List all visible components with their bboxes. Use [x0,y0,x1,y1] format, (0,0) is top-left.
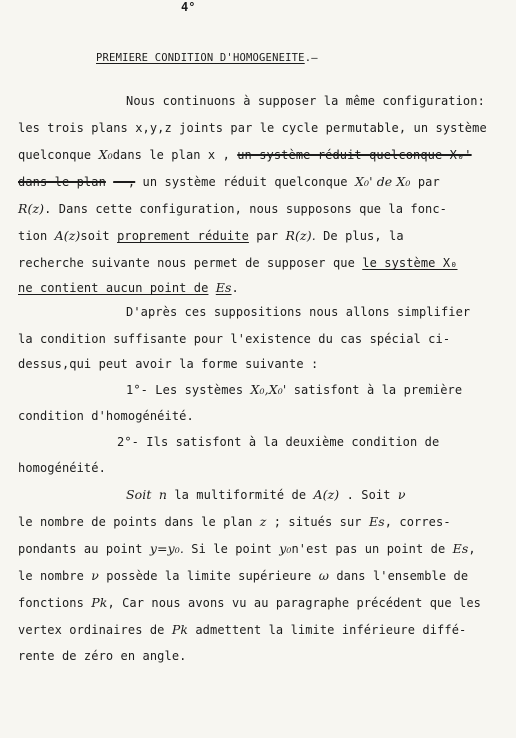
text-span: homogénéité. [18,461,106,475]
text-span: la multiformité de [174,488,307,502]
handwritten-symbol: A(z) [54,228,81,243]
struck-text: — , [113,175,136,189]
text-line [18,358,506,370]
struck-text: un système réduit quelconque X₀' [237,148,472,162]
text-span: la condition suffisante pour l'existence du cas spécial ci- [18,332,451,346]
handwritten-symbol: ν [91,568,99,583]
text-span: vertex ordinaires de [18,623,165,637]
handwritten-symbol: R(z). [285,228,316,243]
page-number: 4° [181,0,196,14]
text-line [18,203,506,216]
text-line [18,176,506,189]
text-span: pondants au point [18,542,143,556]
handwritten-symbol: Pk [171,622,189,637]
handwritten-symbol: ν [397,487,406,502]
text-line [18,149,506,162]
text-line [18,282,506,295]
text-span: Si le point [191,542,272,556]
text-line [18,462,506,474]
text-span: . Soit [346,488,391,502]
text-line [126,489,506,502]
handwritten-symbol: y₀ [279,541,292,556]
text-span: n'est pas un point de [291,542,446,556]
underlined-text: le système X₀ [362,256,458,270]
handwritten-symbol: X₀,X₀' [250,382,287,397]
handwritten-symbol: A(z) [313,487,340,502]
text-line [18,122,506,134]
handwritten-symbol: Es [215,280,232,295]
text-line [18,410,506,422]
text-line [18,597,506,610]
text-line [117,436,506,448]
text-span: . [231,281,239,295]
text-span: 2°- Ils satisfont à la deuxième condition de [117,435,440,449]
text-span: admettent la limite inférieure diffé- [195,623,467,637]
text-span: condition d'homogénéité. [18,409,194,423]
handwritten-symbol: ω [318,568,329,583]
text-span: , [468,542,476,556]
handwritten-symbol: Pk [91,595,108,610]
text-span: un système réduit quelconque [142,175,348,189]
underlined-text: ne contient aucun point de [18,281,209,295]
text-span: . Dans cette configuration, nous supposons que la fonc- [44,202,448,216]
text-line [18,570,506,583]
text-span: le nombre [18,569,84,583]
text-span: dans le plan x , [112,148,230,162]
text-span: tion [18,229,48,243]
text-span: satisfont à la première [293,383,463,397]
text-line [18,543,506,556]
text-line [126,95,506,107]
handwritten-symbol: n [158,487,167,502]
text-span: rente de zéro en angle. [18,649,187,663]
underlined-text: proprement réduite [117,229,249,243]
text-span: le nombre de points dans le plan [18,515,253,529]
text-span: par [256,229,279,243]
section-heading-title: PREMIERE CONDITION D'HOMOGENEITE [96,52,305,64]
handwritten-symbol: y=y₀. [149,541,184,556]
text-line [126,306,506,318]
text-span: possède la limite supérieure [106,569,312,583]
text-span: quelconque [18,148,92,162]
handwritten-symbol: Es [368,514,385,529]
text-line [18,624,506,637]
text-line [18,650,506,662]
text-span: De plus, la [323,229,404,243]
text-span: , Car nous avons vu au paragraphe précédent que les [107,596,481,610]
text-span: Nous continuons à supposer la même configuration: [126,94,485,108]
text-span: les trois plans x,y,z joints par le cycle permutable, un système [18,121,487,135]
section-heading-dash: .— [304,52,318,64]
handwritten-symbol: X₀' de X₀ [354,174,411,189]
text-line [18,516,506,529]
handwritten-symbol: z [259,514,267,529]
text-span: ; situés sur [273,515,362,529]
text-span: , corres- [384,515,451,529]
struck-text: dans le plan [18,175,106,189]
text-span: par [417,175,440,189]
handwritten-symbol: Soit [126,487,152,502]
text-line [18,333,506,345]
text-span: recherche suivante nous permet de supposer que [18,256,355,270]
text-line [126,384,506,397]
text-span: dessus,qui peut avoir la forme suivante : [18,357,319,371]
handwritten-symbol: R(z) [18,201,45,216]
text-span: soit [80,229,110,243]
handwritten-symbol: Es [452,541,469,556]
text-span: D'après ces suppositions nous allons simplifier [126,305,471,319]
text-span: 1°- Les systèmes [126,383,244,397]
text-span: fonctions [18,596,84,610]
section-heading [96,52,318,64]
text-line [18,230,506,243]
text-span: dans l'ensemble de [336,569,469,583]
handwritten-symbol: X₀ [98,147,113,162]
text-line [18,257,506,269]
